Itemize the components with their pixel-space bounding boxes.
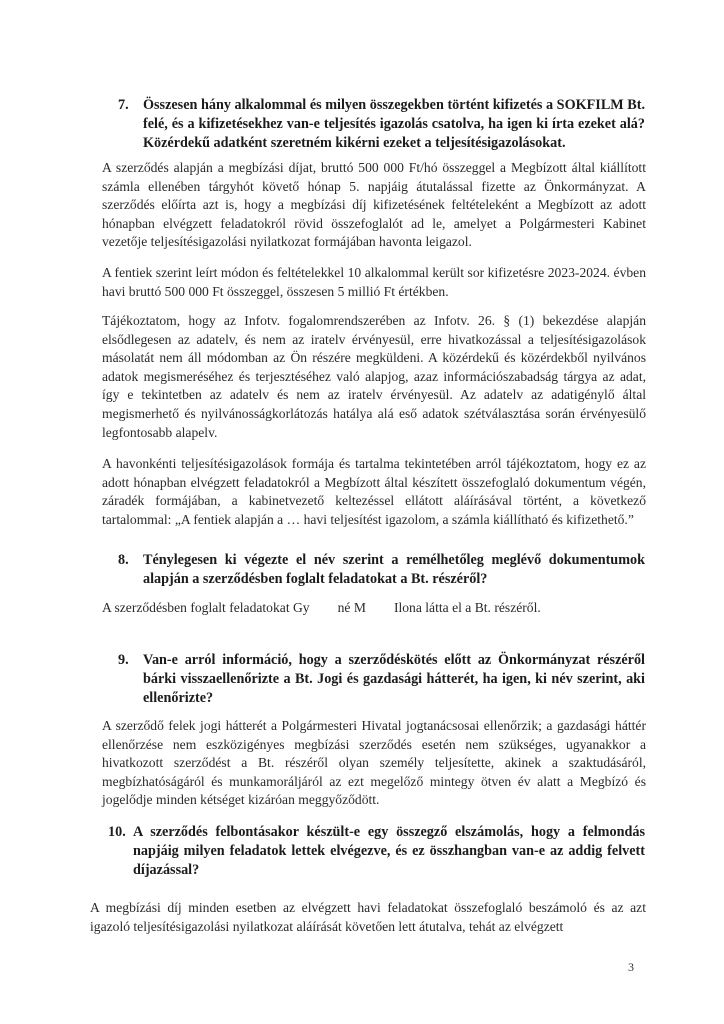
question-9 [118, 651, 645, 708]
question-number: 7. [118, 97, 129, 113]
paragraph-text: A szerződésben foglalt feladatokat Gy [102, 600, 310, 615]
paragraph-text: Tájékoztatom, hogy az Infotv. fogalomrendszerében az Infotv. 26. § (1) bekezdése alapján elsődlegesen az adatelv, és nem az iratelv érvényesül, erre hivatkozással a teljesítésigazolások másolatát nem áll módomban az Ön részére megküldeni. A közérdekű és közérdekből nyilvános adatok megismeréséhez és terjesztéséhez való alapjog, azaz információszabadság tárgya az adat, így e tekintetben az adatelv és nem az iratelv érvényesül. Az adatelv az adatigénylő által megismerhető és nyilvánosságkorlátozás hatálya alá eső adatok szétválasztása során érvényesülő legfontosabb alapelv. [102, 313, 646, 440]
paragraph-text: A fentiek szerint leírt módon és feltételekkel 10 alkalommal került sor kifizetésre 2023-2024. évben havi bruttó 500 000 Ft összeggel, összesen 5 millió Ft értékben. [102, 265, 646, 299]
question-text: Összesen hány alkalommal és milyen összegekben történt kifizetés a SOKFILM Bt. felé, és a kifizetésekhez van-e teljesítés igazolás csatolva, ha igen ki írta ezeket alá? Közérdekű adatként szeretném kikérni ezeket a teljesítésigazolásokat. [143, 97, 645, 151]
answer-9-paragraph [102, 717, 646, 810]
paragraph-text: né M [337, 600, 366, 615]
paragraph-text: Ilona látta el a Bt. részéről. [393, 600, 541, 615]
question-number: 8. [118, 552, 129, 568]
question-number: 10. [108, 824, 126, 840]
question-text: A szerződés felbontásakor készült-e egy összegző elszámolás, hogy a felmondás napjáig milyen feladatok lettek elvégezve, és ez összhangban van-e az addig felvett díjazással? [133, 824, 645, 878]
question-text: Van-e arról információ, hogy a szerződéskötés előtt az Önkormányzat részéről bárki visszaellenőrizte a Bt. Jogi és gazdasági hátterét, ha igen, ki név szerint, aki ellenőrizte? [143, 652, 645, 706]
answer-7-paragraph-2 [102, 264, 646, 301]
question-10 [108, 823, 645, 880]
question-8 [118, 551, 645, 589]
page-number: 3 [628, 960, 634, 974]
answer-7-paragraph-3 [102, 312, 646, 442]
question-number: 9. [118, 652, 129, 668]
paragraph-text: A megbízási díj minden esetben az elvégzett havi feladatokat összefoglaló beszámoló és az azt igazoló teljesítésigazolási nyilatkozat aláírását követően lett átutalva, tehát az elvégzett [90, 900, 646, 934]
paragraph-text: A havonkénti teljesítésigazolások formája és tartalma tekintetében arról tájékoztatom, hogy ez az adott hónapban elvégzett feladatokról a Megbízott által készített összefoglaló dokumentum végén, záradék formájában, a kabinetvezető keltezéssel ellátott aláírásával történt, a következő tartalommal: „A fentiek alapján a … havi teljesítést igazolom, a számla kiállítható és kifizethető.” [102, 456, 646, 527]
question-text: Ténylegesen ki végezte el név szerint a remélhetőleg meglévő dokumentumok alapján a szerződésben foglalt feladatokat a Bt. részéről? [143, 552, 645, 587]
paragraph-text: A szerződő felek jogi hátterét a Polgármesteri Hivatal jogtanácsosai ellenőrzik; a gazdasági háttér ellenőrzése nem eszközigényes megbízási szerződés esetén nem szükséges, ugyanakkor a hivatkozott szerződést a Bt. részéről olyan személy teljesítette, akinek a szaktudásáról, megbízhatóságáról és munkamoráljáról az ezt megelőző mintegy ötven év alatt a Megbízó és jogelődje minden kétséget kizáróan meggyőződött. [102, 718, 646, 808]
paragraph-text: A szerződés alapján a megbízási díjat, bruttó 500 000 Ft/hó összeggel a Megbízott által kiállított számla ellenében tárgyhót követő hónap 5. napjáig átutalással fizette az Önkormányzat. A szerződés előírta azt is, hogy a megbízási díj kifizetésének feltételeként a Megbízott az adott hónapban elvégzett feladatokról rövid összefoglalót ad le, amelyet a Polgármesteri Kabinet vezetője teljesítésigazolási nyilatkozat formájában havonta leigazol. [102, 160, 646, 250]
question-7 [118, 96, 645, 153]
answer-7-paragraph-4 [102, 455, 646, 529]
answer-8-paragraph [102, 599, 646, 618]
answer-7-paragraph-1 [102, 159, 646, 252]
answer-10-paragraph [90, 899, 646, 936]
